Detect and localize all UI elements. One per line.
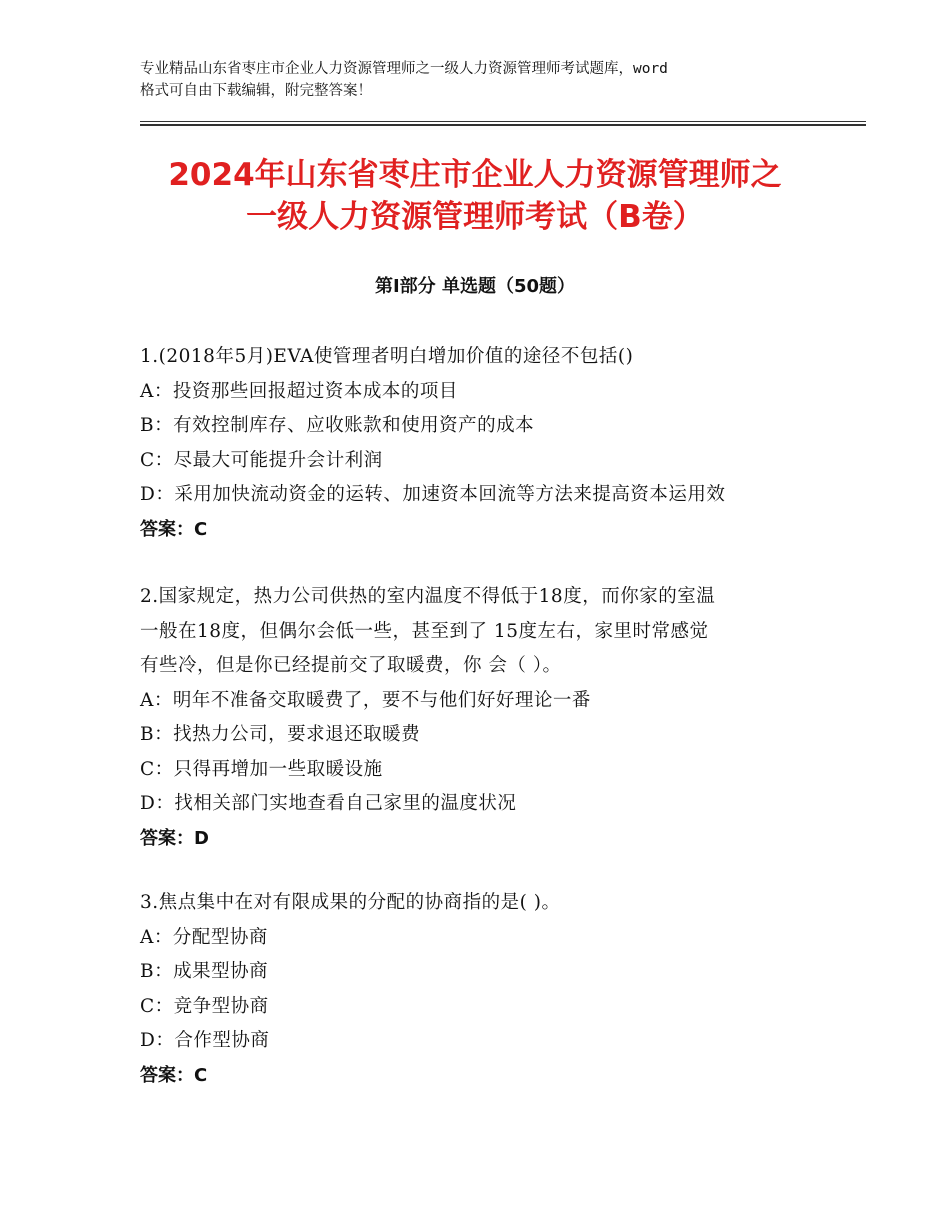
document-title [100,154,850,238]
title-line-1: 2024年山东省枣庄市企业人力资源管理师之 [168,157,782,193]
option-c: C：尽最大可能提升会计利润 [140,449,383,471]
option-b: B：找热力公司，要求退还取暖费 [140,724,421,745]
option-b: B：成果型协商 [140,961,269,982]
title-line-2: 一级人力资源管理师考试（B卷） [246,199,704,235]
option-a: A：投资那些回报超过资本成本的项目 [140,380,458,402]
header-line-1: 专业精品山东省枣庄市企业人力资源管理师之一级人力资源管理师考试题库，word [140,61,668,77]
option-b: B：有效控制库存、应收账款和使用资产的成本 [140,415,535,436]
option-d: D：合作型协商 [140,1030,270,1051]
header-rule-thick [140,124,866,126]
header-rule-thin [140,121,866,122]
option-d: D：采用加快流动资金的运转、加速资本回流等方法来提高资本运用效 [140,484,726,505]
question-stem: 一般在18度，但偶尔会低一些，甚至到了 15度左右，家里时常感觉 [140,620,709,642]
option-a: A：分配型协商 [140,926,268,948]
answer: 答案：C [140,1064,208,1086]
question-2 [140,580,830,856]
option-d: D：找相关部门实地查看自己家里的温度状况 [140,793,517,814]
section-heading: 第Ⅰ部分 单选题（50题） [374,276,575,297]
option-c: C：只得再增加一些取暖设施 [140,758,383,780]
option-c: C：竞争型协商 [140,995,269,1017]
question-stem: 2.国家规定，热力公司供热的室内温度不得低于18度，而你家的室温 [140,586,716,607]
question-stem: 3.焦点集中在对有限成果的分配的协商指的是( )。 [140,892,561,913]
answer: 答案：D [140,827,209,849]
question-stem: 有些冷，但是你已经提前交了取暖费，你 会（ ）。 [140,655,562,676]
option-a: A：明年不准备交取暖费了，要不与他们好好理论一番 [140,689,591,711]
question-3 [140,886,830,1093]
answer: 答案：C [140,518,208,540]
header-line-2: 格式可自由下载编辑，附完整答案！ [140,83,372,99]
question-stem: 1.(2018年5月)EVA使管理者明白增加价值的途径不包括() [140,346,634,367]
question-1 [140,340,830,547]
document-header [140,58,820,102]
